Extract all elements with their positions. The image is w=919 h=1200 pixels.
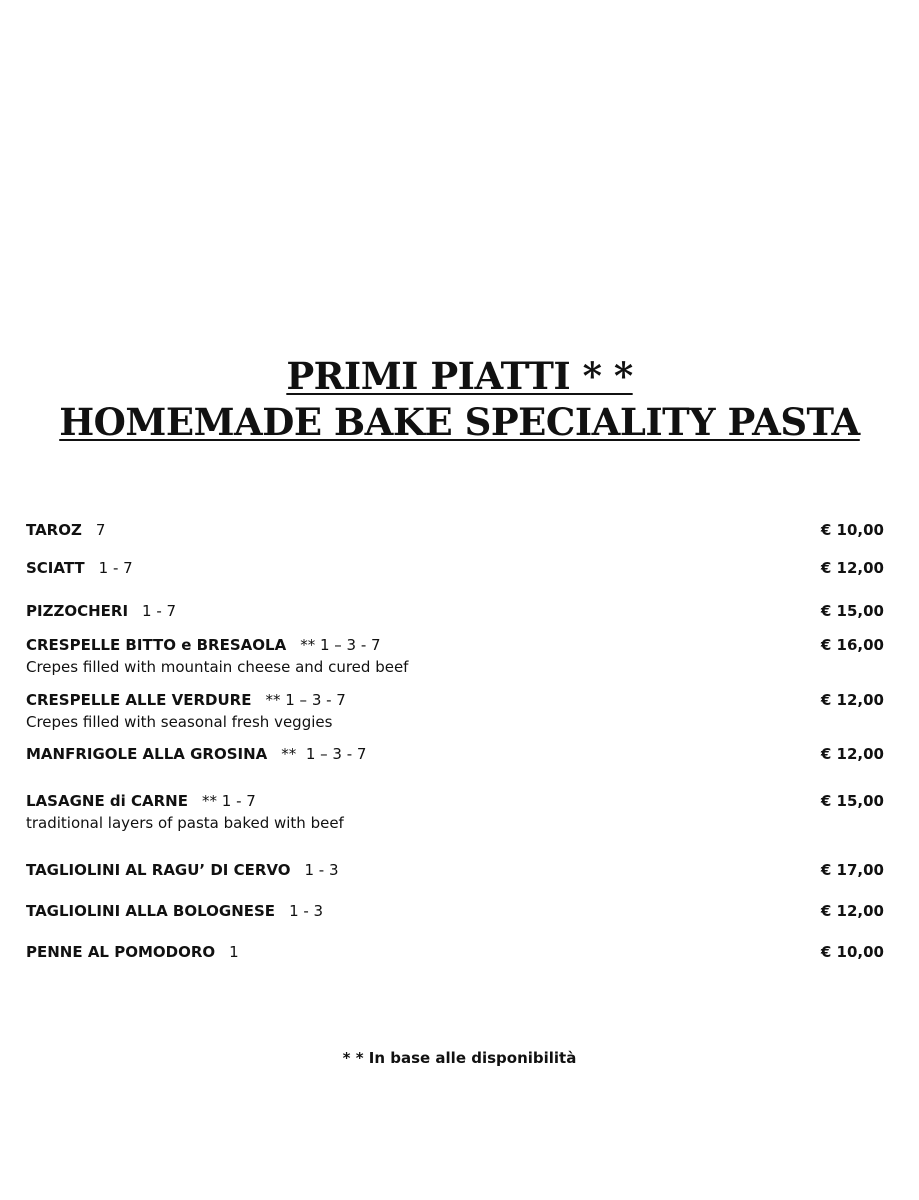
dish-price: € 12,00 (820, 902, 884, 920)
dish-name: LASAGNE di CARNE (26, 792, 188, 810)
availability-footnote: * * In base alle disponibilità (342, 1049, 577, 1067)
dish-name: MANFRIGOLE ALLA GROSINA (26, 745, 268, 763)
allergen-codes: 1 - 7 (98, 559, 133, 577)
allergen-codes: 1 - 7 (142, 602, 177, 620)
menu-item-lasagne (26, 790, 884, 834)
dish-description: Crepes filled with mountain cheese and cured beef (26, 658, 409, 676)
dish-description: traditional layers of pasta baked with beef (26, 814, 344, 832)
menu-item-tagliolini-bolognese (26, 900, 884, 922)
dish-name: TAROZ (26, 521, 82, 539)
allergen-codes: 1 (229, 943, 239, 961)
dish-price: € 12,00 (820, 745, 884, 763)
dish-name: PIZZOCHERI (26, 602, 129, 620)
dish-price: € 15,00 (820, 602, 884, 620)
dish-price: € 17,00 (820, 861, 884, 879)
dish-name: CRESPELLE ALLE VERDURE (26, 691, 252, 709)
dish-price: € 10,00 (820, 943, 884, 961)
dish-name: CRESPELLE BITTO e BRESAOLA (26, 636, 287, 654)
allergen-codes: ** 1 – 3 - 7 (300, 636, 381, 654)
allergen-codes: ** 1 – 3 - 7 (281, 745, 367, 763)
menu-item-pizzocheri (26, 600, 884, 622)
dish-price: € 15,00 (820, 792, 884, 810)
allergen-codes: ** 1 – 3 - 7 (265, 691, 346, 709)
allergen-codes: 1 - 3 (304, 861, 339, 879)
menu-item-crespelle-bitto (26, 634, 884, 678)
dish-name: SCIATT (26, 559, 85, 577)
menu-item-manfrigole (26, 743, 884, 765)
menu-item-taroz (26, 519, 884, 541)
page-title (0, 354, 919, 398)
dish-price: € 10,00 (820, 521, 884, 539)
title-line-2: HOMEMADE BAKE SPECIALITY PASTA (59, 400, 860, 444)
menu-item-crespelle-verdure (26, 689, 884, 733)
page-subtitle (0, 400, 919, 444)
menu-item-sciatt (26, 557, 884, 579)
dish-price: € 12,00 (820, 559, 884, 577)
dish-price: € 12,00 (820, 691, 884, 709)
dish-description: Crepes filled with seasonal fresh veggies (26, 713, 333, 731)
allergen-codes: ** 1 - 7 (201, 792, 256, 810)
menu-item-penne-pomodoro (26, 941, 884, 963)
menu-item-tagliolini-cervo (26, 859, 884, 881)
title-line-1: PRIMI PIATTI * * (286, 354, 633, 398)
dish-name: TAGLIOLINI ALLA BOLOGNESE (26, 902, 276, 920)
allergen-codes: 1 - 3 (289, 902, 324, 920)
dish-name: TAGLIOLINI AL RAGU’ DI CERVO (26, 861, 291, 879)
allergen-codes: 7 (95, 521, 106, 539)
dish-name: PENNE AL POMODORO (26, 943, 216, 961)
dish-price: € 16,00 (820, 636, 884, 654)
